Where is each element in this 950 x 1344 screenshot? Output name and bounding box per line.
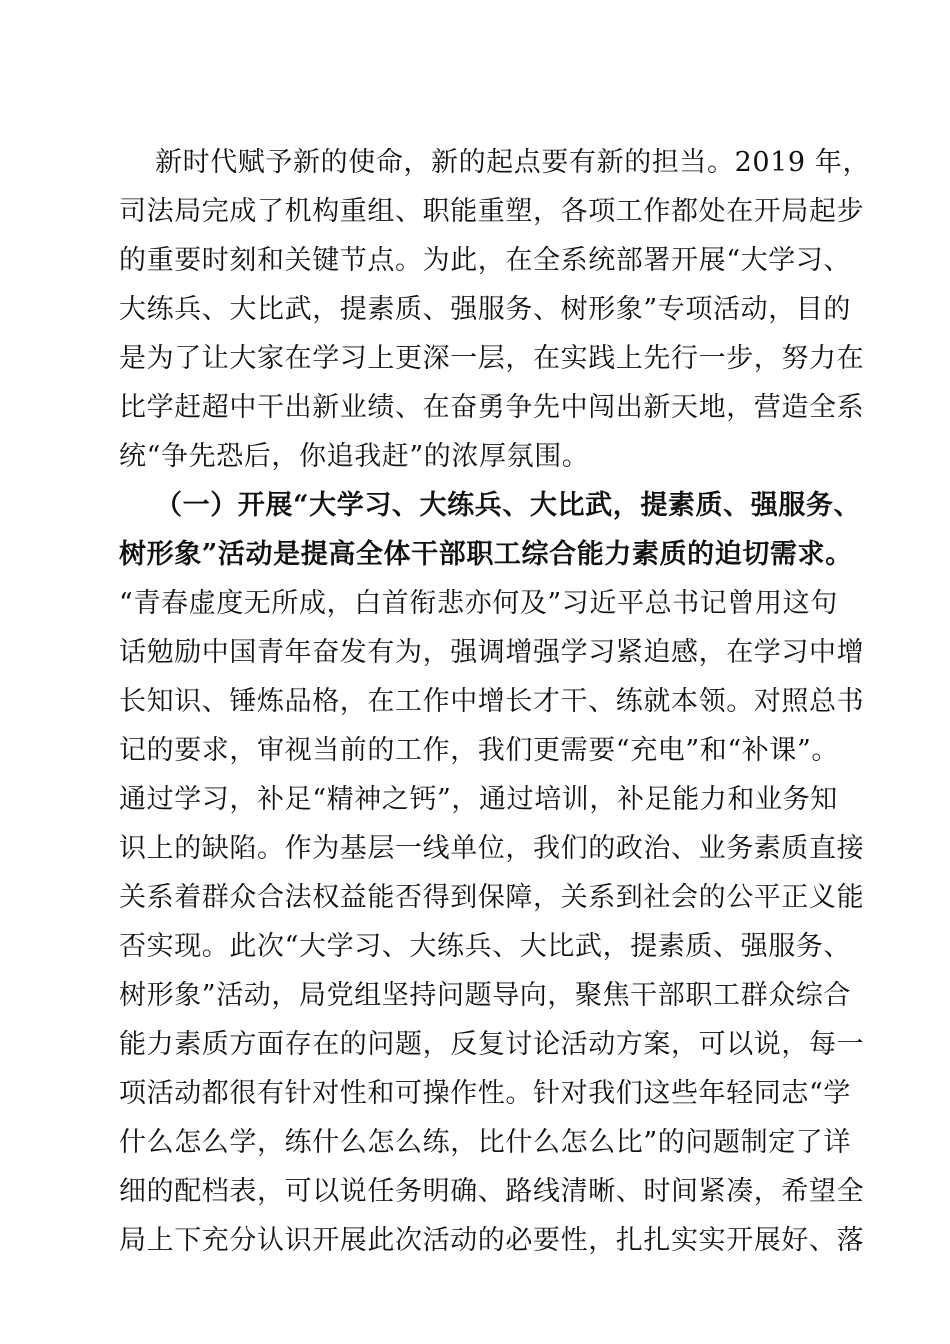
paragraph-2-line-3: 长知识、锤炼品格，在工作中增长才干、练就本领。对照总书 [119,686,865,717]
paragraph-2-line-8: 否实现。此次“大学习、大练兵、大比武，提素质、强服务、 [119,931,852,962]
paragraph-2-line-11: 项活动都很有针对性和可操作性。针对我们这些年轻同志“学 [119,1078,852,1109]
paragraph-1-line-7: 统“争先恐后，你追我赶”的浓厚氛围。 [119,441,590,472]
paragraph-2-line-14: 局上下充分认识开展此次活动的必要性，扎扎实实开展好、落 [119,1225,865,1256]
paragraph-2-line-9: 树形象”活动，局党组坚持问题导向，聚焦干部职工群众综合 [119,980,852,1011]
paragraph-1-line-4: 大练兵、大比武，提素质、强服务、树形象”专项活动，目的 [119,294,852,325]
paragraph-1-line-1: 新时代赋予新的使命，新的起点要有新的担当。2019 年， [155,147,871,178]
paragraph-2-line-6: 识上的缺陷。作为基层一线单位，我们的政治、业务素质直接 [119,833,865,864]
paragraph-1-line-2: 司法局完成了机构重组、职能重塑，各项工作都处在开局起步 [119,196,865,227]
paragraph-2-line-2: 话勉励中国青年奋发有为，强调增强学习紧迫感，在学习中增 [119,637,865,668]
paragraph-1-line-6: 比学赶超中干出新业绩、在奋勇争先中闯出新天地，营造全系 [119,392,865,423]
paragraph-2-line-1: “青春虚度无所成，白首衔悲亦何及”习近平总书记曾用这句 [119,588,838,619]
paragraph-2-line-7: 关系着群众合法权益能否得到保障，关系到社会的公平正义能 [119,882,865,913]
paragraph-2-line-5: 通过学习，补足“精神之钙”，通过培训，补足能力和业务知 [119,784,838,815]
section-heading-line-2: 树形象”活动是提高全体干部职工综合能力素质的迫切需求。 [119,539,853,570]
paragraph-2-line-4: 记的要求，审视当前的工作，我们更需要“充电”和“补课”。 [119,735,840,766]
paragraph-1-line-5: 是为了让大家在学习上更深一层，在实践上先行一步，努力在 [119,343,865,374]
paragraph-2-line-13: 细的配档表，可以说任务明确、路线清晰、时间紧凑，希望全 [119,1176,865,1207]
paragraph-2-line-10: 能力素质方面存在的问题，反复讨论活动方案，可以说，每一 [119,1029,865,1060]
section-heading-line-1: （一）开展“大学习、大练兵、大比武，提素质、强服务、 [155,490,862,521]
paragraph-1-line-3: 的重要时刻和关键节点。为此，在全系统部署开展“大学习、 [119,245,852,276]
paragraph-2-line-12: 什么怎么学，练什么怎么练，比什么怎么比”的问题制定了详 [119,1127,852,1158]
